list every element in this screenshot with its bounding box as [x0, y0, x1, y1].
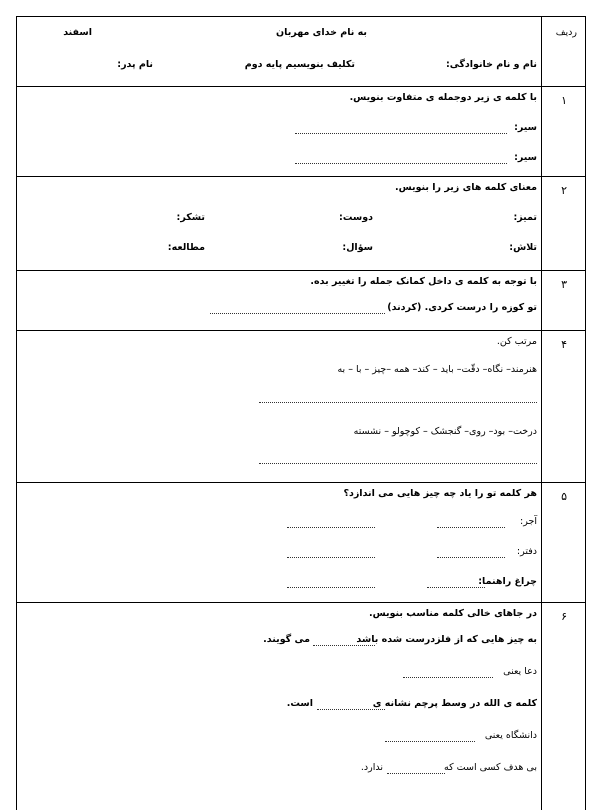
vocab-word: تشکر:	[176, 212, 205, 223]
answer-line[interactable]	[295, 163, 507, 164]
father-name-label: نام پدر:	[117, 59, 153, 70]
question-instruction: هر کلمه تو را یاد چه چیز هایی می اندازد؟	[343, 488, 537, 499]
question-number: ۳	[561, 278, 567, 291]
word-label: سیر:	[514, 152, 537, 163]
header-row	[17, 17, 585, 87]
question-instruction: معنای کلمه های زیر را بنویس.	[394, 182, 537, 193]
fill-in-sentence: دعا یعنی	[503, 666, 537, 677]
answer-line[interactable]	[287, 557, 375, 558]
question-number: ۶	[561, 610, 567, 623]
question-instruction: در جاهای خالی کلمه مناسب بنویس.	[368, 608, 537, 619]
question-number: ۵	[561, 490, 567, 503]
question-number: ۲	[561, 184, 567, 197]
question-instruction: با کلمه ی زیر دوجمله ی متفاوت بنویس.	[349, 92, 537, 103]
vocab-word: سؤال:	[342, 242, 373, 253]
vocab-word: تمیز:	[513, 212, 537, 223]
prompt-word: آجر:	[520, 516, 537, 527]
bismillah-title: به نام خدای مهربان	[276, 27, 367, 38]
scrambled-words: هنرمند– نگاه– دقّت– باید – کند– همه –چیز – با – به	[337, 364, 537, 375]
worksheet	[16, 16, 586, 810]
vocab-word: مطالعه:	[167, 242, 205, 253]
answer-line[interactable]	[387, 773, 445, 774]
fill-in-sentence: دانشگاه یعنی	[484, 730, 537, 741]
answer-line[interactable]	[259, 463, 537, 464]
prompt-word: دفتر:	[516, 546, 537, 557]
student-name-label: نام و نام خانوادگی:	[445, 59, 537, 70]
answer-line[interactable]	[313, 645, 375, 646]
answer-line[interactable]	[317, 709, 385, 710]
answer-line[interactable]	[295, 133, 507, 134]
question-4	[17, 330, 585, 483]
prompt-word: چراغ راهنما:	[478, 576, 537, 587]
question-instruction: با توجه به کلمه ی داخل کمانک جمله را تغییر بده.	[310, 276, 537, 287]
fill-in-sentence-end: می گویند.	[263, 634, 310, 645]
question-number: ۴	[561, 338, 567, 351]
fill-in-sentence-end: ندارد.	[360, 762, 383, 773]
row-column-heading: ردیف	[555, 27, 577, 38]
month-label: اسفند	[63, 27, 92, 38]
question-3	[17, 270, 585, 331]
answer-line[interactable]	[437, 527, 505, 528]
answer-line[interactable]	[287, 587, 375, 588]
fill-in-sentence: به چیز هایی که از فلزدرست شده باشد	[356, 634, 537, 645]
question-5	[17, 482, 585, 603]
vocab-word: دوست:	[339, 212, 373, 223]
question-instruction: مرتب کن.	[496, 336, 537, 347]
answer-line[interactable]	[403, 677, 493, 678]
question-6	[17, 602, 585, 810]
question-2	[17, 176, 585, 271]
question-number: ۱	[561, 94, 567, 107]
answer-line[interactable]	[287, 527, 375, 528]
sentence-text: تو کوزه را درست کردی. (کردند)	[387, 302, 537, 313]
vocab-word: تلاش:	[509, 242, 537, 253]
answer-line[interactable]	[437, 557, 505, 558]
fill-in-sentence-end: است.	[286, 698, 313, 709]
scrambled-words: درخت– بود– روی– گنجشک – کوچولو – نشسته	[353, 426, 537, 437]
answer-line[interactable]	[427, 587, 485, 588]
assignment-title: تکلیف بنویسیم پایه دوم	[244, 59, 355, 70]
answer-line[interactable]	[259, 402, 537, 403]
fill-in-sentence: بی هدف کسی است که	[444, 762, 537, 773]
fill-in-sentence: کلمه ی الله در وسط پرچم نشانه ی	[372, 698, 537, 709]
question-1	[17, 86, 585, 177]
answer-line[interactable]	[385, 741, 475, 742]
word-label: سیر:	[514, 122, 537, 133]
answer-line[interactable]	[210, 313, 385, 314]
